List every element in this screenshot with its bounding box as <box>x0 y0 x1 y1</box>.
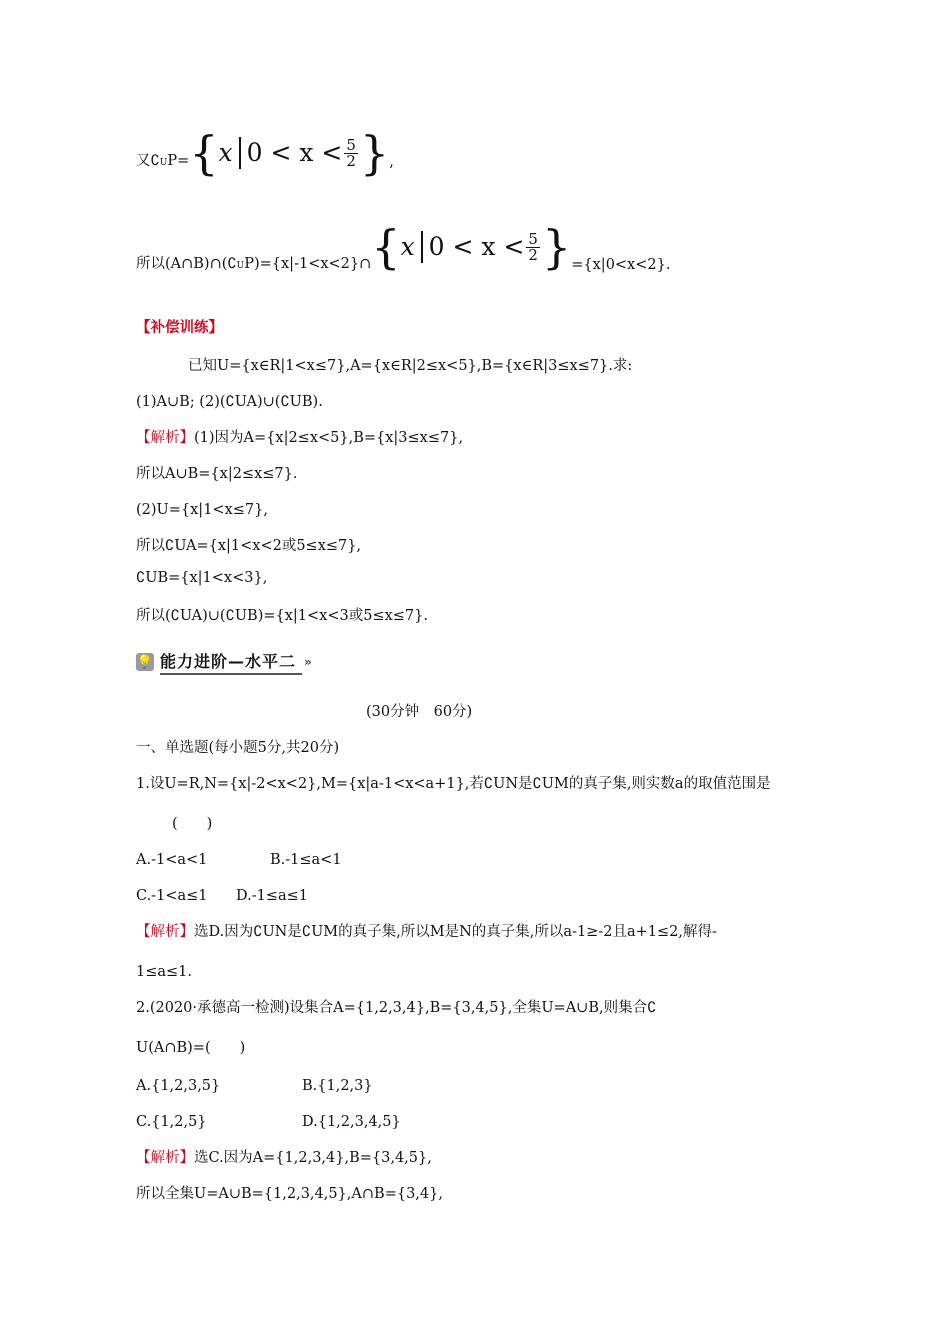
time-score: (30分钟 60分) <box>366 704 473 720</box>
question-1-option-a: A.-1<a<1 <box>136 852 208 868</box>
fraction-five-halves-2: $\frac{5}{2}$ <box>528 229 538 264</box>
question-1-answer-cont: 1≤a≤1. <box>136 964 193 980</box>
question-2-answer-cont: 所以全集U=A∪B={1,2,3,4,5},A∩B={3,4}, <box>136 1186 443 1202</box>
question-1-option-c: C.-1<a≤1 <box>136 888 208 904</box>
fraction-five-halves: $\frac{5}{2}$ <box>346 135 356 170</box>
practice-problem: 已知U={x∈R|1<x≤7},A={x∈R|2≤x<5},B={x∈R|3≤x≤7}.求: <box>188 358 633 374</box>
question-2-answer: 【解析】选C.因为A={1,2,3,4},B={3,4,5}, <box>136 1150 432 1166</box>
part-title: 一、单选题(每小题5分,共20分) <box>136 740 340 756</box>
practice-step-4: 所以∁UA={x|1<x<2或5≤x≤7}, <box>136 538 362 554</box>
question-2-option-a: A.{1,2,3,5} <box>136 1078 221 1094</box>
section-header <box>136 650 312 674</box>
double-arrow-icon: » <box>304 655 312 669</box>
practice-step-6: 所以(∁UA)∪(∁UB)={x|1<x<3或5≤x≤7}. <box>136 608 428 624</box>
intersection-result-line: 所以(A∩B)∩(∁UP)={x|-1<x<2}∩ { x 0 < x < $\frac{5}{2}$ } ={x|0<x<2}. <box>136 220 671 274</box>
practice-step-3: (2)U={x|1<x≤7}, <box>136 502 268 518</box>
question-1-answer: 【解析】选D.因为∁UN是∁UM的真子集,所以M是N的真子集,所以a-1≥-2且a+1≤2,解得- <box>136 924 717 940</box>
question-1-option-b: B.-1≤a<1 <box>270 852 342 868</box>
question-2-stem: 2.(2020·承德高一检测)设集合A={1,2,3,4},B={3,4,5},全集U=A∪B,则集合∁ <box>136 1000 657 1016</box>
practice-step-1: 【解析】(1)因为A={x|2≤x<5},B={x|3≤x≤7}, <box>136 430 464 446</box>
question-2-option-c: C.{1,2,5} <box>136 1114 207 1130</box>
question-2-stem-cont: U(A∩B)=( ) <box>136 1040 246 1056</box>
complement-p-label: 又∁UP= <box>136 153 190 169</box>
section-title: 能力进阶—水平二 <box>160 649 302 675</box>
complement-p-line: 又∁UP= { x 0 < x < $\frac{5}{2}$ } , <box>136 126 394 180</box>
practice-parts: (1)A∪B; (2)(∁UA)∪(∁UB). <box>136 394 323 410</box>
practice-heading: 【补偿训练】 <box>136 319 223 336</box>
lightbulb-icon: 💡 <box>136 654 154 670</box>
question-1-option-d: D.-1≤a≤1 <box>236 888 309 904</box>
question-2-option-b: B.{1,2,3} <box>302 1078 373 1094</box>
question-1-stem: 1.设U=R,N={x|-2<x<2},M={x|a-1<x<a+1},若∁UN是∁UM的真子集,则实数a的取值范围是 <box>136 776 771 792</box>
question-1-blank: ( ) <box>172 816 213 832</box>
practice-step-5: ∁UB={x|1<x<3}, <box>136 570 268 586</box>
practice-step-2: 所以A∪B={x|2≤x≤7}. <box>136 466 298 482</box>
question-2-option-d: D.{1,2,3,4,5} <box>302 1114 401 1130</box>
